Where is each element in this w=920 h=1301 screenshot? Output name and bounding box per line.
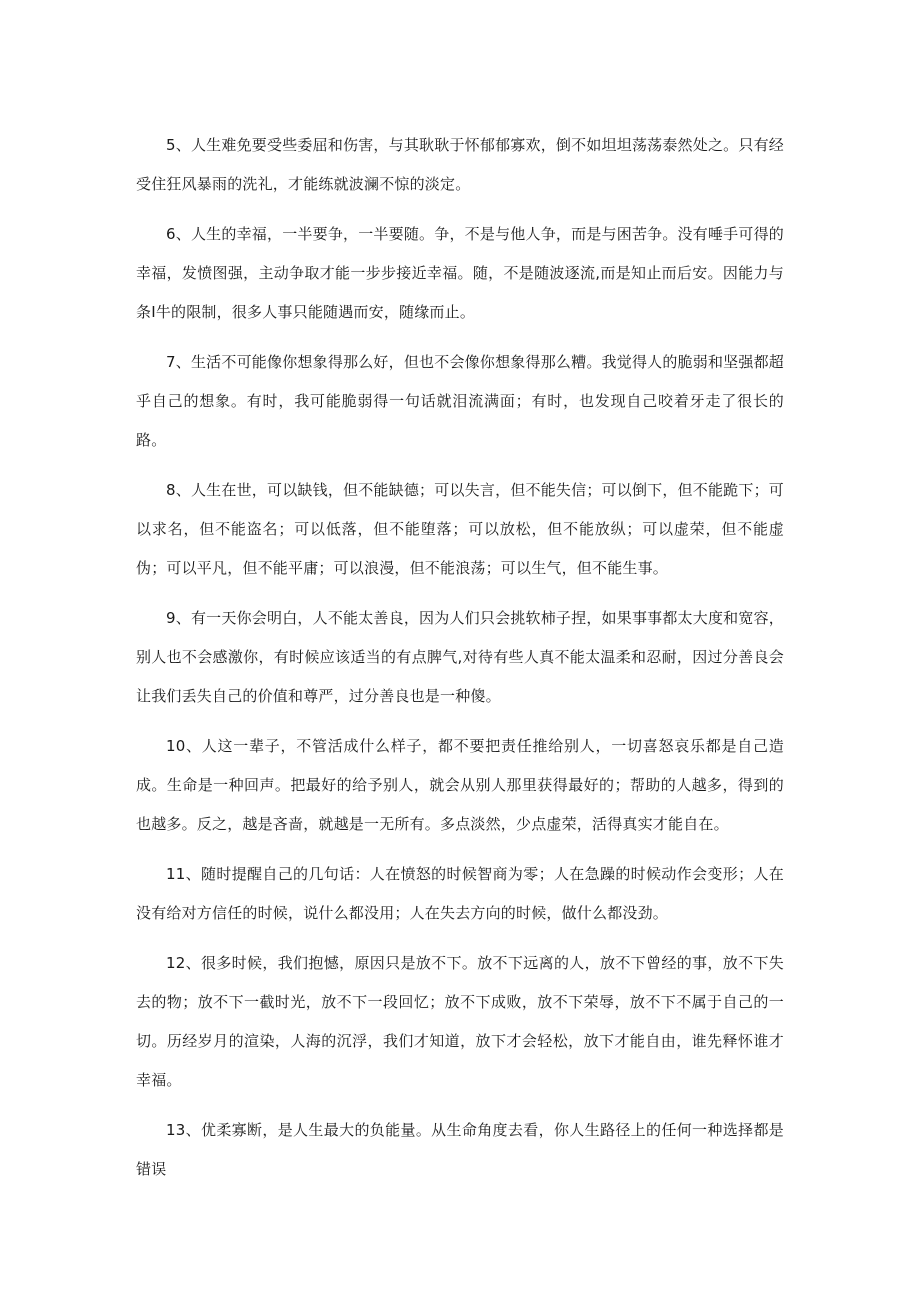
paragraph-11: 11、随时提醒自己的几句话：人在愤怒的时候智商为零；人在急躁的时候动作会变形；人在没有给对方信任的时候，说什么都没用；人在失去方向的时候，做什么都没劲。 <box>136 865 784 922</box>
paragraph-5: 5、人生难免要受些委屈和伤害，与其耿耿于怀郁郁寡欢，倒不如坦坦荡荡泰然处之。只有经受住狂风暴雨的洗礼，才能练就波澜不惊的淡定。 <box>136 136 784 193</box>
paragraph-8: 8、人生在世，可以缺钱，但不能缺德；可以失言，但不能失信；可以倒下，但不能跪下；可以求名，但不能盗名；可以低落，但不能堕落；可以放松，但不能放纵；可以虚荣，但不能虚伪；可以平凡，但不能平庸；可以浪漫，但不能浪荡；可以生气，但不能生事。 <box>136 481 784 577</box>
paragraph-9: 9、有一天你会明白，人不能太善良，因为人们只会挑软柿子捏，如果事事都太大度和宽容，别人也不会感激你，有时候应该适当的有点脾气,对待有些人真不能太温柔和忍耐，因过分善良会让我们丢失自己的价值和尊严，过分善良也是一种傻。 <box>136 609 784 705</box>
document-body <box>136 126 784 1200</box>
paragraph-13: 13、优柔寡断，是人生最大的负能量。从生命角度去看，你人生路径上的任何一种选择都是错误 <box>136 1121 784 1178</box>
paragraph-6: 6、人生的幸福，一半要争，一半要随。争，不是与他人争，而是与困苦争。没有唾手可得的幸福，发愤图强，主动争取才能一步步接近幸福。随，不是随波逐流,而是知止而后安。因能力与条I牛的限制，很多人事只能随遇而安，随缘而止。 <box>136 225 784 321</box>
paragraph-12: 12、很多时候，我们抱憾，原因只是放不下。放不下远离的人，放不下曾经的事，放不下失去的物；放不下一截时光，放不下一段回忆；放不下成败，放不下荣辱，放不下不属于自己的一切。历经岁月的渲染，人海的沉浮，我们才知道，放下才会轻松，放下才能自由，谁先释怀谁才幸福。 <box>136 954 784 1089</box>
paragraph-10: 10、人这一辈子，不管活成什么样子，都不要把责任推给别人，一切喜怒哀乐都是自己造成。生命是一种回声。把最好的给予别人，就会从别人那里获得最好的；帮助的人越多，得到的也越多。反之，越是吝啬，就越是一无所有。多点淡然，少点虚荣，活得真实才能自在。 <box>136 737 784 833</box>
paragraph-7: 7、生活不可能像你想象得那么好，但也不会像你想象得那么糟。我觉得人的脆弱和坚强都超乎自己的想象。有时，我可能脆弱得一句话就泪流满面；有时，也发现自己咬着牙走了很长的路。 <box>136 353 784 449</box>
